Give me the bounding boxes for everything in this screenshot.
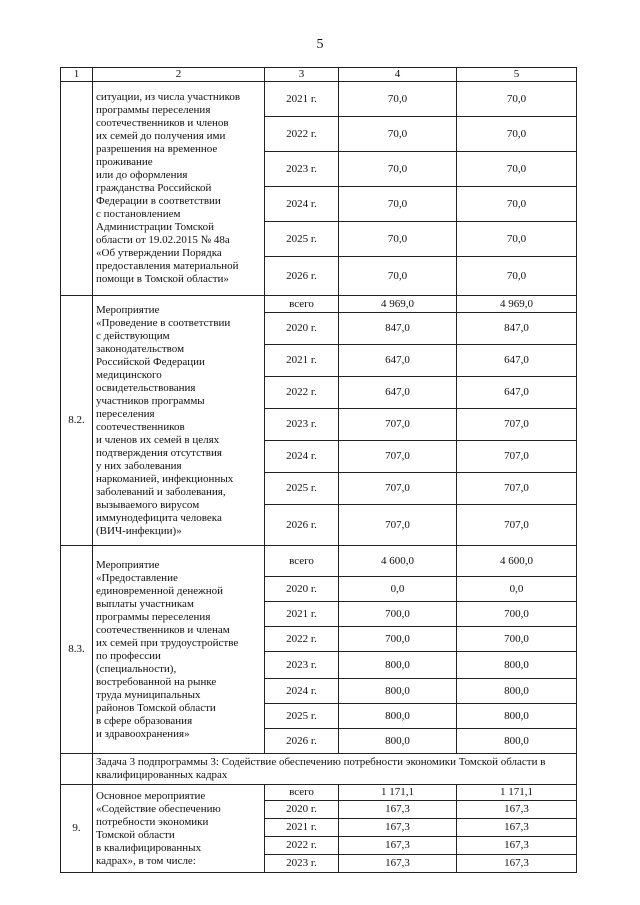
value-col4-cell: 70,0 [339, 117, 457, 152]
column-header: 1 [61, 68, 93, 82]
period-cell: 2026 г. [265, 257, 339, 296]
value-col4-cell: 800,0 [339, 679, 457, 704]
period-cell: 2021 г. [265, 602, 339, 627]
table-row [61, 296, 577, 313]
column-header: 2 [93, 68, 265, 82]
period-cell: 2020 г. [265, 801, 339, 819]
value-col4-cell: 167,3 [339, 837, 457, 855]
period-cell: 2022 г. [265, 627, 339, 652]
value-col5-cell: 167,3 [457, 801, 577, 819]
value-col5-cell: 70,0 [457, 152, 577, 187]
item-description: Мероприятие «Предоставление единовременной денежной выплаты участникам программы переселения соотечественников и членам их семей при трудоустройстве по профессии (специальности), востребованной на рынке труда муниципальных районов Томской области в сфере образования и здравоохранения» [93, 546, 265, 754]
value-col4-cell: 707,0 [339, 473, 457, 505]
period-cell: 2024 г. [265, 441, 339, 473]
value-col5-cell: 800,0 [457, 704, 577, 729]
item-number: 8.2. [61, 296, 93, 546]
value-col5-cell: 4 969,0 [457, 296, 577, 313]
period-cell: 2020 г. [265, 313, 339, 345]
period-cell: всего [265, 296, 339, 313]
value-col4-cell: 70,0 [339, 152, 457, 187]
period-cell: 2023 г. [265, 855, 339, 873]
value-col5-cell: 70,0 [457, 117, 577, 152]
period-cell: 2026 г. [265, 505, 339, 546]
value-col5-cell: 167,3 [457, 837, 577, 855]
period-cell: 2023 г. [265, 152, 339, 187]
period-cell: 2024 г. [265, 187, 339, 222]
table-row [61, 785, 577, 801]
value-col5-cell: 800,0 [457, 729, 577, 754]
value-col5-cell: 167,3 [457, 819, 577, 837]
period-cell: всего [265, 785, 339, 801]
column-header: 3 [265, 68, 339, 82]
value-col4-cell: 647,0 [339, 345, 457, 377]
value-col4-cell: 167,3 [339, 819, 457, 837]
value-col5-cell: 70,0 [457, 222, 577, 257]
value-col4-cell: 700,0 [339, 602, 457, 627]
period-cell: 2023 г. [265, 652, 339, 679]
value-col5-cell: 0,0 [457, 577, 577, 602]
period-cell: 2025 г. [265, 473, 339, 505]
item-number [61, 82, 93, 296]
period-cell: 2021 г. [265, 819, 339, 837]
value-col5-cell: 700,0 [457, 602, 577, 627]
value-col5-cell: 700,0 [457, 627, 577, 652]
value-col4-cell: 70,0 [339, 187, 457, 222]
item-number: 9. [61, 785, 93, 873]
value-col4-cell: 707,0 [339, 409, 457, 441]
budget-table [60, 67, 577, 873]
item-description: Мероприятие «Проведение в соответствии с действующим законодательством Российской Федерации медицинского освидетельствования участников программы переселения соотечественников и членов их семей в целях подтверждения отсутствия у них заболевания наркоманией, инфекционных заболеваний и заболевания, вызываемого вирусом иммунодефицита человека (ВИЧ-инфекции)» [93, 296, 265, 546]
value-col4-cell: 0,0 [339, 577, 457, 602]
value-col5-cell: 167,3 [457, 855, 577, 873]
column-header: 5 [457, 68, 577, 82]
column-header-row [61, 68, 577, 82]
period-cell: 2025 г. [265, 222, 339, 257]
value-col4-cell: 700,0 [339, 627, 457, 652]
period-cell: 2021 г. [265, 82, 339, 117]
value-col4-cell: 707,0 [339, 441, 457, 473]
value-col5-cell: 70,0 [457, 82, 577, 117]
value-col5-cell: 70,0 [457, 257, 577, 296]
period-cell: 2022 г. [265, 837, 339, 855]
value-col4-cell: 4 600,0 [339, 546, 457, 577]
period-cell: 2023 г. [265, 409, 339, 441]
value-col4-cell: 1 171,1 [339, 785, 457, 801]
task-heading: Задача 3 подпрограммы 3: Содействие обеспечению потребности экономики Томской области в квалифицированных кадрах [93, 754, 577, 785]
value-col4-cell: 4 969,0 [339, 296, 457, 313]
value-col5-cell: 707,0 [457, 505, 577, 546]
value-col4-cell: 800,0 [339, 652, 457, 679]
value-col4-cell: 847,0 [339, 313, 457, 345]
period-cell: 2024 г. [265, 679, 339, 704]
period-cell: 2026 г. [265, 729, 339, 754]
column-header: 4 [339, 68, 457, 82]
task-row [61, 754, 577, 785]
value-col5-cell: 800,0 [457, 679, 577, 704]
value-col5-cell: 647,0 [457, 377, 577, 409]
period-cell: 2021 г. [265, 345, 339, 377]
task-number-cell [61, 754, 93, 785]
value-col4-cell: 647,0 [339, 377, 457, 409]
value-col5-cell: 707,0 [457, 409, 577, 441]
value-col5-cell: 707,0 [457, 473, 577, 505]
value-col4-cell: 800,0 [339, 704, 457, 729]
item-description: Основное мероприятие «Содействие обеспечению потребности экономики Томской области в квалифицированных кадрах», в том числе: [93, 785, 265, 873]
value-col5-cell: 647,0 [457, 345, 577, 377]
value-col4-cell: 167,3 [339, 801, 457, 819]
period-cell: 2022 г. [265, 117, 339, 152]
page-number: 5 [316, 37, 324, 52]
value-col5-cell: 707,0 [457, 441, 577, 473]
table-row [61, 546, 577, 577]
period-cell: всего [265, 546, 339, 577]
item-description: ситуации, из числа участников программы переселения соотечественников и членов их семей до получения ими разрешения на временное проживание или до оформления гражданства Российской Федерации в соответствии с постановлением Администрации Томской области от 19.02.2015 № 48а «Об утверждении Порядка предоставления материальной помощи в Томской области» [93, 82, 265, 296]
item-number: 8.3. [61, 546, 93, 754]
value-col5-cell: 4 600,0 [457, 546, 577, 577]
table-row [61, 82, 577, 117]
value-col5-cell: 847,0 [457, 313, 577, 345]
value-col4-cell: 70,0 [339, 82, 457, 117]
period-cell: 2025 г. [265, 704, 339, 729]
value-col4-cell: 167,3 [339, 855, 457, 873]
period-cell: 2020 г. [265, 577, 339, 602]
value-col4-cell: 70,0 [339, 222, 457, 257]
period-cell: 2022 г. [265, 377, 339, 409]
value-col5-cell: 70,0 [457, 187, 577, 222]
value-col4-cell: 800,0 [339, 729, 457, 754]
value-col4-cell: 70,0 [339, 257, 457, 296]
value-col5-cell: 800,0 [457, 652, 577, 679]
value-col4-cell: 707,0 [339, 505, 457, 546]
value-col5-cell: 1 171,1 [457, 785, 577, 801]
